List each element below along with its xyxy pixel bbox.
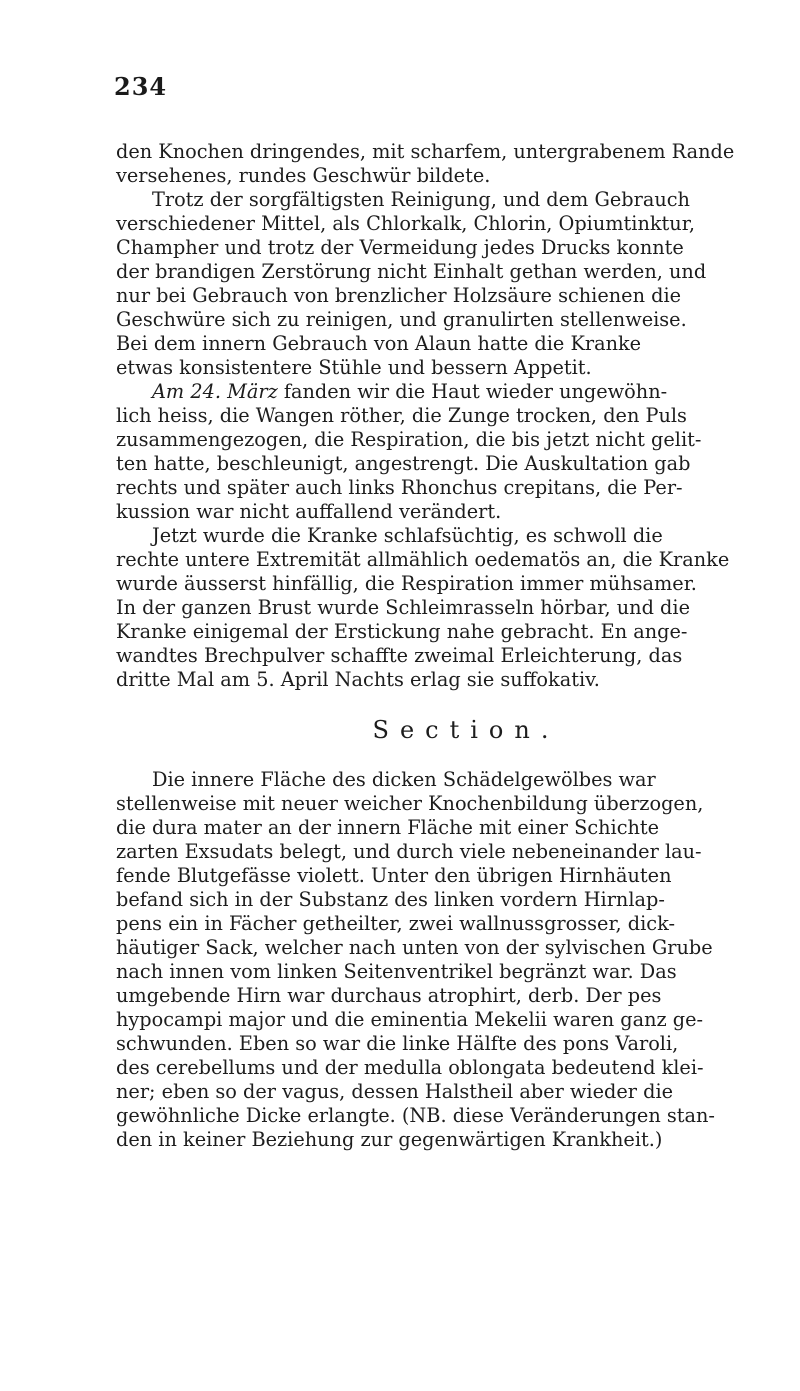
text-line: den Knochen dringendes, mit scharfem, untergrabenem Rande [116,140,735,163]
paragraph-march-24 [116,380,796,524]
page-number: 234 [114,72,168,101]
text-line: nach innen vom linken Seitenventrikel begränzt war. Das [116,960,677,983]
text-line: des cerebellums und der medulla oblongata bedeutend klei- [116,1056,704,1079]
text-line: hypocampi major und die eminentia Mekelii waren ganz ge- [116,1008,704,1031]
text-line: den in keiner Beziehung zur gegenwärtigen Krankheit.) [116,1128,663,1151]
paragraph-continuation [116,140,796,188]
text-line: häutiger Sack, welcher nach unten von der sylvischen Grube [116,936,713,959]
text-line: Bei dem innern Gebrauch von Alaun hatte die Kranke [116,332,642,355]
text-line: Jetzt wurde die Kranke schlafsüchtig, es schwoll die [152,524,663,547]
text-line: Die innere Fläche des dicken Schädelgewölbes war [152,768,656,791]
text-line: Kranke einigemal der Erstickung nahe gebracht. En ange- [116,620,688,643]
date-emphasis: Am 24. März [152,380,278,403]
paragraph-autopsy [116,768,796,1152]
text-line: rechte untere Extremität allmählich oedematös an, die Kranke [116,548,730,571]
text-line: stellenweise mit neuer weicher Knochenbildung überzogen, [116,792,704,815]
text-line: rechts und später auch links Rhonchus crepitans, die Per- [116,476,683,499]
text-line: lich heiss, die Wangen röther, die Zunge trocken, den Puls [116,404,687,427]
text-line: pens ein in Fächer getheilter, zwei wallnussgrosser, dick- [116,912,675,935]
text-line: kussion war nicht auffallend verändert. [116,500,502,523]
text-line: der brandigen Zerstörung nicht Einhalt gethan werden, und [116,260,707,283]
paragraph-treatment [116,188,796,380]
text-line: Champher und trotz der Vermeidung jedes Drucks konnte [116,236,684,259]
text-line: fende Blutgefässe violett. Unter den übrigen Hirnhäuten [116,864,672,887]
paragraph-decline [116,524,796,692]
text-line: die dura mater an der innern Fläche mit einer Schichte [116,816,660,839]
text-line: nur bei Gebrauch von brenzlicher Holzsäure schienen die [116,284,682,307]
text-line: zarten Exsudats belegt, und durch viele nebeneinander lau- [116,840,702,863]
text-line: In der ganzen Brust wurde Schleimrasseln hörbar, und die [116,596,690,619]
text-line: umgebende Hirn war durchaus atrophirt, derb. Der pes [116,984,662,1007]
text-line: ten hatte, beschleunigt, angestrengt. Die Auskultation gab [116,452,691,475]
text-line: Geschwüre sich zu reinigen, und granulirten stellenweise. [116,308,687,331]
text-line: ner; eben so der vagus, dessen Halstheil aber wieder die [116,1080,674,1103]
section-heading: Section. [372,716,560,744]
text-line: Trotz der sorgfältigsten Reinigung, und dem Gebrauch [152,188,690,211]
text-line: wurde äusserst hinfällig, die Respiration immer mühsamer. [116,572,697,595]
text-line: dritte Mal am 5. April Nachts erlag sie suffokativ. [116,668,600,691]
text-line: zusammengezogen, die Respiration, die bis jetzt nicht gelit- [116,428,702,451]
text-line: gewöhnliche Dicke erlangte. (NB. diese Veränderungen stan- [116,1104,715,1127]
text-line: befand sich in der Substanz des linken vordern Hirnlap- [116,888,665,911]
text-line-rest: fanden wir die Haut wieder ungewöhn- [277,380,668,403]
text-line [116,380,796,404]
text-line: verschiedener Mittel, als Chlorkalk, Chlorin, Opiumtinktur, [116,212,695,235]
text-line: schwunden. Eben so war die linke Hälfte des pons Varoli, [116,1032,679,1055]
page-body-text [116,140,796,1152]
text-line: etwas konsistentere Stühle und bessern Appetit. [116,356,592,379]
text-line: wandtes Brechpulver schaffte zweimal Erleichterung, das [116,644,683,667]
text-line: versehenes, rundes Geschwür bildete. [116,164,491,187]
